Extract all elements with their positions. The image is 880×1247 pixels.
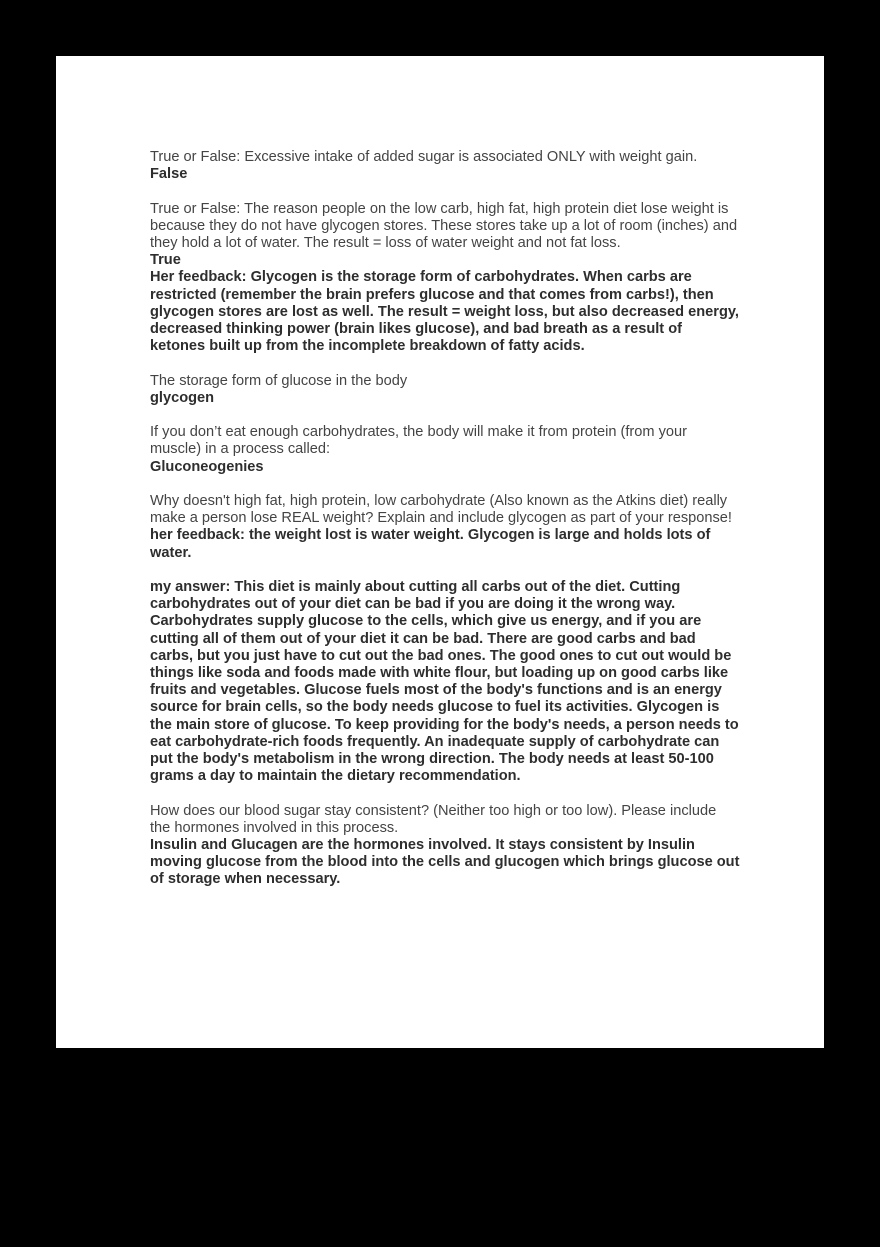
document-content (150, 149, 740, 906)
answer-text: Gluconeogenies (150, 458, 264, 475)
question-text: True or False: The reason people on the low carb, high fat, high protein diet lose weight is because they do not have glycogen stores. These stores take up a lot of room (inches) and they hold a lot of water. The result = loss of water weight and not fat loss. (150, 200, 738, 251)
my-answer-block (150, 579, 740, 785)
qa-block-blood-sugar (150, 803, 740, 889)
question-text: If you don’t eat enough carbohydrates, the body will make it from protein (from your muscle) in a process called: (150, 424, 687, 458)
my-answer-text: my answer: This diet is mainly about cutting all carbs out of the diet. Cutting carbohydrates out of your diet can be bad if you are doing it the wrong way. Carbohydrates supply glucose to the cells, which give us energy, and if you are cutting all of them out of your diet it can be bad. There are good carbs and bad carbs, but you just have to cut out the bad ones. The good ones to cut out would be things like soda and foods made with white flour, but loading up on good carbs like fruits and vegetables. Glucose fuels most of the body's functions and is an energy source for brain cells, so the body needs glucose to fuel its activities. Glycogen is the main store of glucose. To keep providing for the body's needs, a person needs to eat carbohydrate-rich foods frequently. An inadequate supply of carbohydrate can put the body's metabolism in the wrong direction. The body needs at least 50-100 grams a day to maintain the dietary recommendation. (150, 579, 739, 785)
qa-block-gluconeogenesis (150, 424, 740, 476)
answer-text: Insulin and Glucagen are the hormones involved. It stays consistent by Insulin moving glucose from the blood into the cells and glucogen which brings glucose out of storage when necessary. (150, 837, 740, 888)
qa-block-atkins-diet (150, 493, 740, 562)
qa-block-added-sugar (150, 149, 740, 183)
document-page (56, 56, 824, 1048)
answer-text: glycogen (150, 389, 215, 406)
qa-block-storage-form (150, 373, 740, 407)
question-text: How does our blood sugar stay consistent? (Neither too high or too low). Please include the hormones involved in this process. (150, 802, 717, 836)
qa-block-low-carb-glycogen (150, 201, 740, 356)
feedback-text: her feedback: the weight lost is water weight. Glycogen is large and holds lots of water. (150, 527, 711, 561)
answer-text: False (150, 166, 188, 183)
question-text: The storage form of glucose in the body (150, 372, 408, 389)
question-text: True or False: Excessive intake of added sugar is associated ONLY with weight gain. (150, 149, 698, 165)
feedback-text: Her feedback: Glycogen is the storage form of carbohydrates. When carbs are restricted (remember the brain prefers glucose and that comes from carbs!), then glycogen stores are lost as well. The result = weight loss, but also decreased energy, decreased thinking power (brain likes glucose), and bad breath as a result of ketones built up from the incomplete breakdown of fatty acids. (150, 269, 739, 355)
answer-text: True (150, 252, 181, 269)
question-text: Why doesn't high fat, high protein, low carbohydrate (Also known as the Atkins diet) really make a person lose REAL weight? Explain and include glycogen as part of your response! (150, 493, 732, 527)
